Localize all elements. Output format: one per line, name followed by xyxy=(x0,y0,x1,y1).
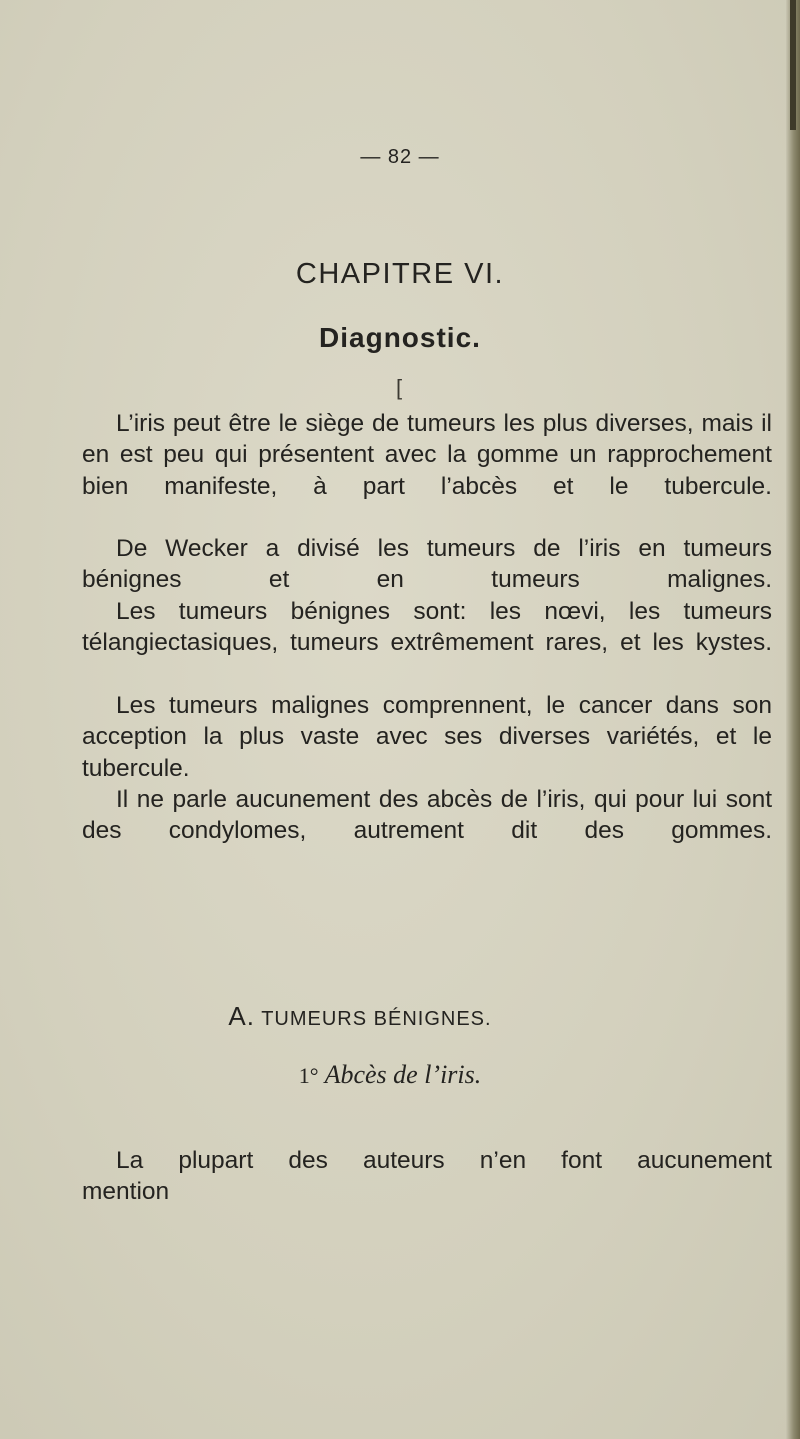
chapter-heading: CHAPITRE VI. xyxy=(295,258,505,290)
paragraph-2: De Wecker a divisé les tumeurs de l’iris en tumeurs bénignes et en tumeurs malignes. xyxy=(82,535,772,594)
subsection-number: 1° xyxy=(298,1063,319,1088)
page-edge-shadow xyxy=(790,0,796,130)
chapter-title: Diagnostic. xyxy=(319,322,481,353)
final-paragraph xyxy=(82,1145,772,1208)
section-letter: A. xyxy=(228,1001,255,1031)
paragraph-3: Les tumeurs bénignes sont: les nœvi, les tumeurs télangiectasiques, tumeurs extrêmement rares, et les kystes. xyxy=(82,598,772,657)
final-paragraph-line-2: mention xyxy=(82,1178,170,1206)
paragraph-1: L’iris peut être le siège de tumeurs les plus diverses, mais il en est peu qui présentent avec la gomme un rapprochement bien manifeste, à part l’abcès et le tubercule. xyxy=(82,410,772,500)
paragraph-5: Il ne parle aucunement des abcès de l’iris, qui pour lui sont des condylomes, autrement dit des gommes. xyxy=(82,786,772,845)
paragraph-4: Les tumeurs malignes comprennent, le cancer dans son acception la plus vaste avec ses diverses variétés, et le tubercule. xyxy=(82,692,772,782)
section-label: TUMEURS BÉNIGNES. xyxy=(261,1008,492,1030)
section-heading xyxy=(80,1001,640,1032)
subsection-title: Abcès de l’iris. xyxy=(324,1060,482,1089)
page-number: — 82 — xyxy=(360,146,440,168)
subsection-heading xyxy=(20,1060,760,1090)
page-edge xyxy=(786,0,800,1439)
final-paragraph-line-1: La plupart des auteurs n’en font aucunement xyxy=(116,1147,772,1174)
stray-mark: [ xyxy=(396,375,403,400)
